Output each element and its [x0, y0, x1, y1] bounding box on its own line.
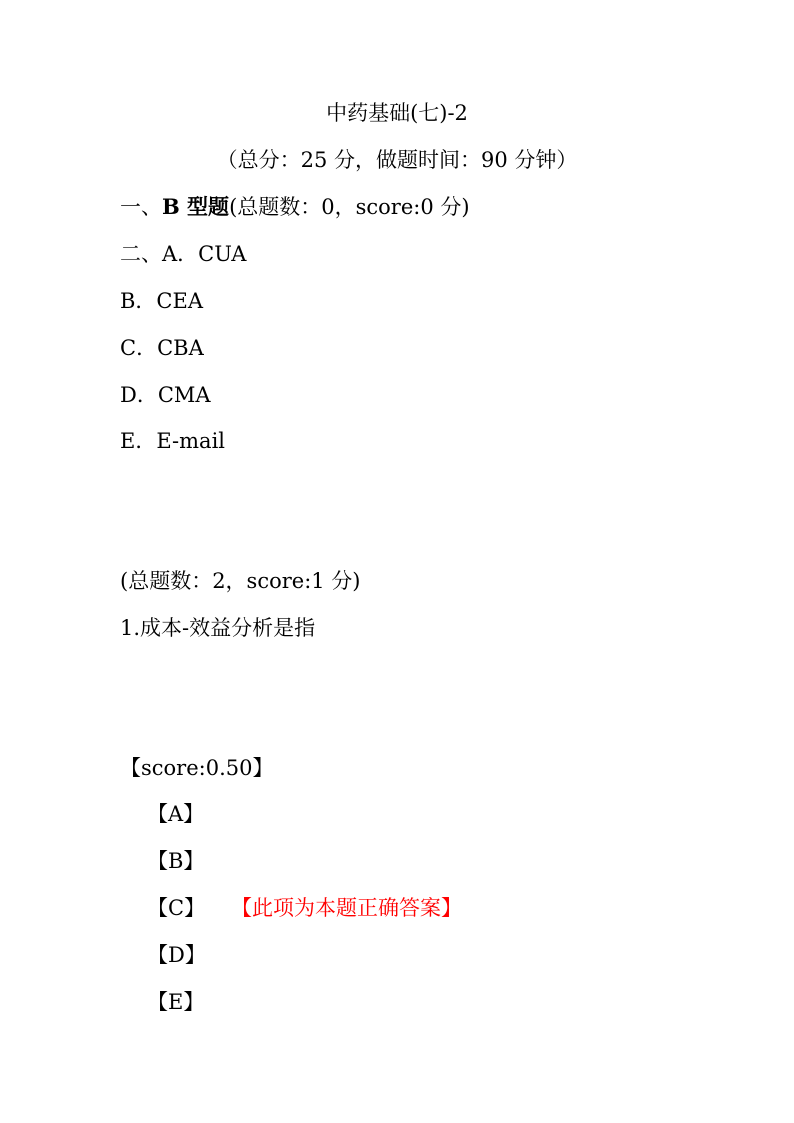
option-d: D．CMA: [120, 383, 211, 407]
document-title: 中药基础(七)-2: [326, 101, 468, 125]
answer-c-row: [147, 895, 205, 921]
option-e: E．E-mail: [120, 429, 226, 453]
answer-c-label: 【C】: [147, 896, 206, 920]
section-1-heading: B 型题: [162, 194, 230, 219]
option-a: 二、A．CUA: [120, 242, 247, 266]
section-1-meta: (总题数：0，score:0 分): [229, 195, 470, 219]
option-c: C．CBA: [120, 336, 204, 360]
correct-answer-note: 【此项为本题正确答案】: [231, 896, 462, 920]
question-text: 1.成本-效益分析是指: [120, 616, 316, 640]
option-b: B．CEA: [120, 289, 203, 313]
answer-b-label: 【B】: [147, 849, 205, 873]
group-meta: (总题数：2，score:1 分): [120, 569, 361, 593]
answer-e-label: 【E】: [147, 990, 205, 1014]
question-score: 【score:0.50】: [120, 756, 274, 780]
section-1-header: [120, 194, 470, 220]
section-1-prefix: 一、: [120, 195, 162, 219]
answer-d-label: 【D】: [147, 943, 206, 967]
document-subtitle: （总分：25 分，做题时间：90 分钟）: [216, 148, 578, 172]
answer-a-label: 【A】: [147, 802, 205, 826]
